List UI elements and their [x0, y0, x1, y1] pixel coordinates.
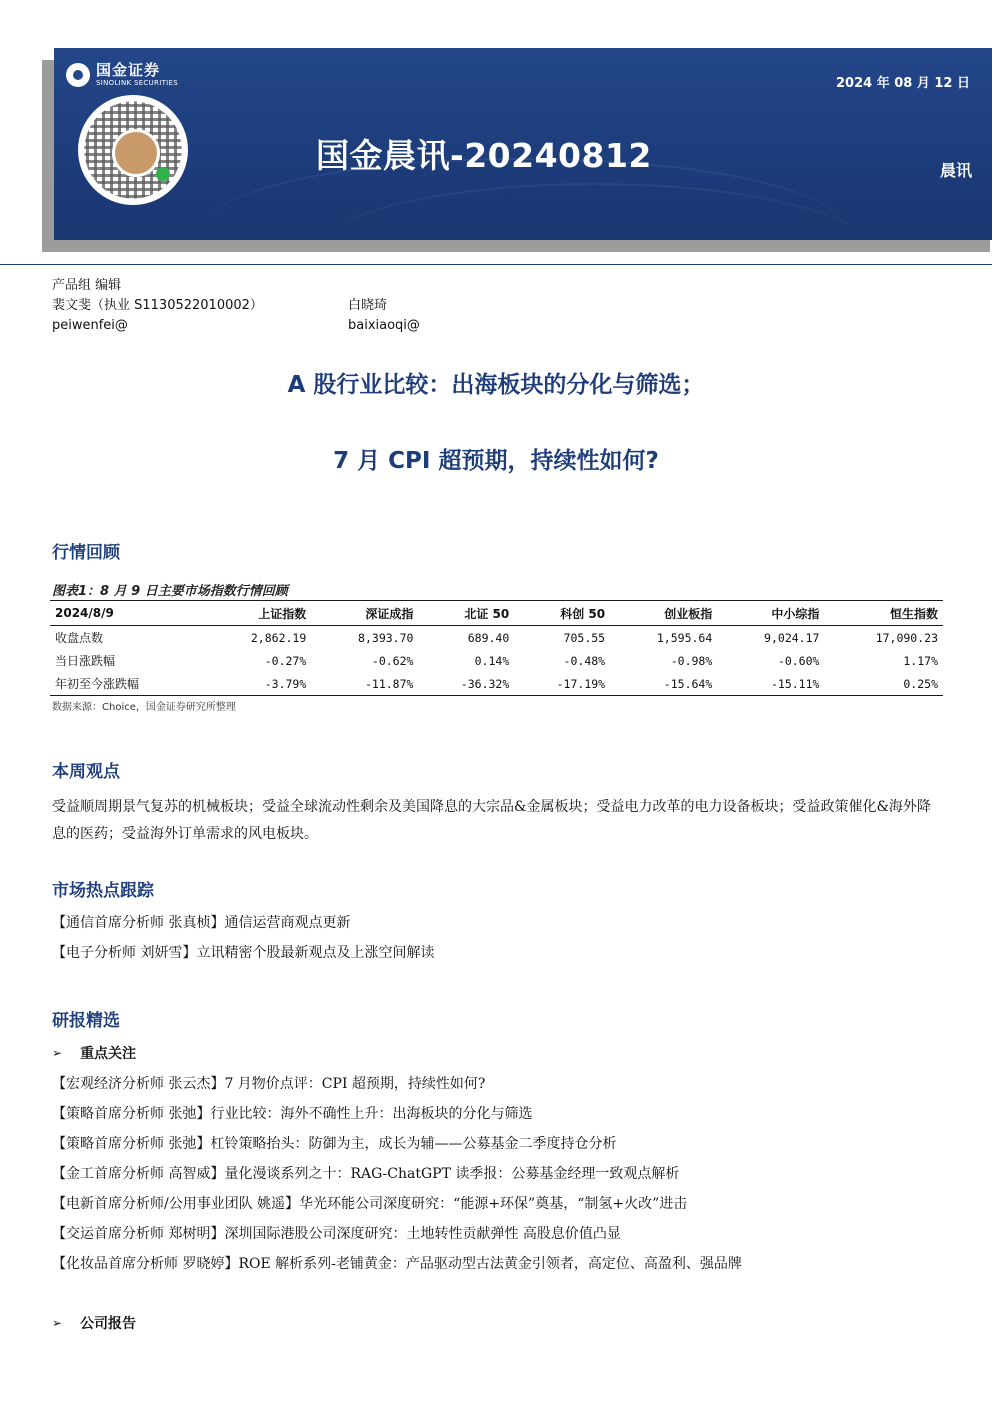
subheading-company-reports: [52, 1313, 136, 1333]
research-item[interactable]: 【策略首席分析师 张弛】行业比较：海外不确性上升：出海板块的分化与筛选: [52, 1106, 533, 1122]
table-header-cell: 2024/8/9: [50, 601, 204, 626]
report-title: 国金晨讯-20240812: [316, 136, 652, 175]
table-cell: -15.11%: [717, 672, 824, 696]
table-cell: -3.79%: [204, 672, 311, 696]
table-cell: -0.62%: [371, 653, 414, 668]
table-cell: 689.40: [467, 630, 510, 645]
table-cell: -0.98%: [670, 653, 713, 668]
table-row: [50, 626, 943, 650]
section-heading-weekly-view: 本周观点: [52, 762, 120, 782]
section-heading-market-review: 行情回顾: [52, 543, 120, 563]
table-row: [50, 649, 943, 672]
table-row: [50, 672, 943, 696]
author-block: [52, 276, 263, 336]
table-cell: 17,090.23: [875, 630, 938, 645]
table-cell: 8,393.70: [358, 630, 414, 645]
author-email: peiwenfei@: [52, 318, 128, 333]
qr-center-logo-icon: [112, 129, 160, 177]
table-header-cell: 恒生指数: [824, 601, 943, 626]
table-cell: 0.14%: [474, 653, 510, 668]
table-header-cell: 上证指数: [204, 601, 311, 626]
report-type: 晨讯: [939, 161, 972, 180]
table-cell: 1,595.64: [656, 630, 713, 645]
subheading-label: 公司报告: [80, 1316, 137, 1332]
research-item[interactable]: 【金工首席分析师 高智威】量化漫谈系列之十：RAG-ChatGPT 读季报：公募基金经理一致观点解析: [52, 1166, 680, 1182]
author-name: 白晓琦: [348, 298, 388, 313]
table-header-cell: 深证成指: [311, 601, 418, 626]
hot-topic-item[interactable]: 【通信首席分析师 张真桢】通信运营商观点更新: [52, 915, 351, 931]
subheading-focus: [52, 1043, 136, 1063]
table-caption: 图表1：8 月 9 日主要市场指数行情回顾: [52, 584, 288, 599]
table-cell: -17.19%: [514, 672, 610, 696]
arrow-bullet-icon: ➢: [52, 1316, 63, 1330]
table-cell: 年初至今涨跌幅: [50, 672, 204, 696]
table-header-cell: 中小综指: [717, 601, 824, 626]
table-cell: 705.55: [563, 630, 606, 645]
market-index-table: [50, 600, 943, 696]
table-source-note: 数据来源：Choice，国金证券研究所整理: [52, 702, 236, 713]
header-divider: [0, 264, 992, 265]
author-name: 裴文斐（执业 S1130522010002）: [52, 298, 263, 313]
table-cell: 当日涨跌幅: [55, 654, 116, 668]
logo-name-en: SINOLINK SECURITIES: [96, 79, 178, 87]
table-cell: 9,024.17: [764, 630, 820, 645]
company-logo: [66, 62, 178, 88]
table-cell: -0.60%: [777, 653, 820, 668]
logo-name-cn: 国金证券: [96, 61, 161, 79]
table-cell: 0.25%: [824, 672, 943, 696]
research-item[interactable]: 【电新首席分析师/公用事业团队 姚遥】华光环能公司深度研究：“能源+环保”奠基，“制氢+火改”进击: [52, 1196, 688, 1212]
table-cell: -0.48%: [563, 653, 606, 668]
table-cell: -11.87%: [311, 672, 418, 696]
table-cell: -15.64%: [610, 672, 717, 696]
table-header-cell: 创业板指: [610, 601, 717, 626]
author-email: baixiaoqi@: [348, 318, 420, 333]
table-cell: 收盘点数: [55, 631, 104, 645]
logo-icon: [66, 63, 90, 87]
arrow-bullet-icon: ➢: [52, 1046, 63, 1060]
section-heading-research: 研报精选: [52, 1011, 120, 1031]
wechat-badge-icon: [156, 167, 170, 181]
table-header-cell: 北证 50: [418, 601, 514, 626]
section-heading-hot-topics: 市场热点跟踪: [52, 881, 154, 901]
research-item[interactable]: 【宏观经济分析师 张云杰】7 月物价点评：CPI 超预期，持续性如何?: [52, 1076, 486, 1092]
report-date: 2024 年 08 月 12 日: [836, 76, 970, 91]
headline-line-1: A 股行业比较：出海板块的分化与筛选；: [287, 372, 705, 398]
table-header-cell: 科创 50: [514, 601, 610, 626]
author-block-2: [348, 296, 420, 336]
mini-program-qr-code: [78, 95, 188, 205]
table-header-row: [50, 601, 943, 626]
table-cell: 1.17%: [903, 653, 938, 668]
research-item[interactable]: 【交运首席分析师 郑树明】深圳国际港股公司深度研究：土地转性贡献弹性 高股息价值凸显: [52, 1226, 621, 1242]
table-cell: -36.32%: [418, 672, 514, 696]
weekly-view-text: 受益顺周期景气复苏的机械板块；受益全球流动性剩余及美国降息的大宗品&金属板块；受益电力改革的电力设备板块；受益政策催化&海外降息的医药；受益海外订单需求的风电板块。: [52, 799, 931, 842]
editor-group: 产品组 编辑: [52, 278, 122, 293]
subheading-label: 重点关注: [80, 1046, 137, 1062]
table-cell: -0.27%: [264, 653, 307, 668]
research-item[interactable]: 【策略首席分析师 张弛】杠铃策略抬头：防御为主，成长为辅——公募基金二季度持仓分析: [52, 1136, 617, 1152]
research-item[interactable]: 【化妆品首席分析师 罗晓婷】ROE 解析系列-老铺黄金：产品驱动型古法黄金引领者，高定位、高盈利、强品牌: [52, 1256, 742, 1272]
table-cell: 2,862.19: [250, 630, 307, 645]
hot-topic-item[interactable]: 【电子分析师 刘妍雪】立讯精密个股最新观点及上涨空间解读: [52, 945, 435, 961]
headline-line-2: 7 月 CPI 超预期，持续性如何?: [333, 448, 659, 474]
